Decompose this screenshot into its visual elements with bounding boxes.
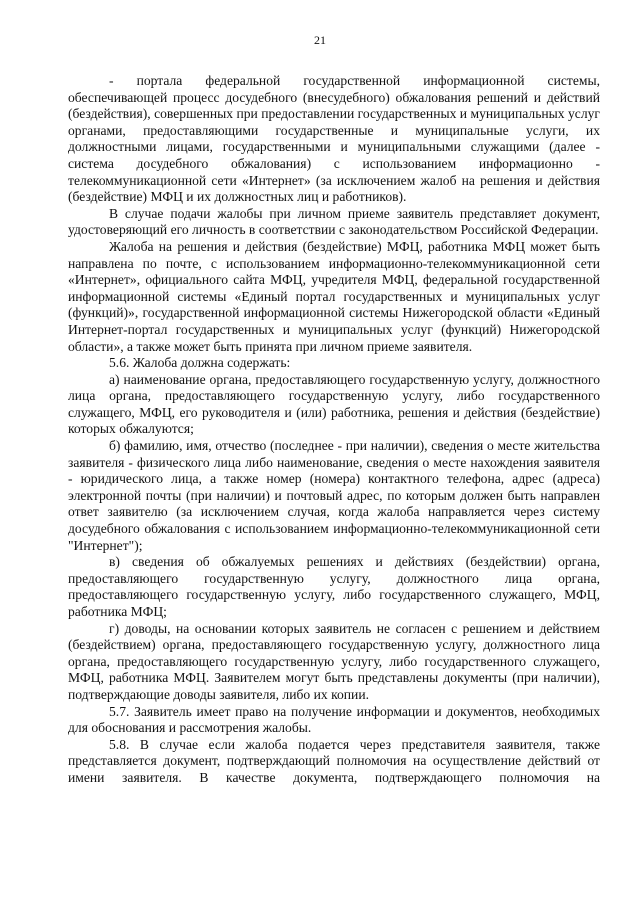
- paragraph-5-6-heading: 5.6. Жалоба должна содержать:: [109, 355, 291, 371]
- paragraph-item-g: г) доводы, на основании которых заявитель не согласен с решением и действием (бездействием) органа, предоставляющего государственную услугу, должностного лица органа, предоставляющего государственную услугу, либо государственного служащего, МФЦ, работника МФЦ. Заявителем могут быть представлены документы (при наличии), подтверждающие доводы заявителя, либо их копии.: [68, 620, 600, 702]
- paragraph-portal-bullet: - портала федеральной государственной информационной системы, обеспечивающей процесс досудебного (внесудебного) обжалования решений и действий (бездействия), совершенных при предоставлении государственных и муниципальных услуг органами, предоставляющими государственные и муниципальные услуги, их должностными лицами, государственными и муниципальными служащими (далее - система досудебного обжалования) с использованием информационно - телекоммуникационной сети «Интернет» (за исключением жалоб на решения и действия (бездействие) МФЦ и их должностных лиц и работников).: [68, 73, 600, 205]
- paragraph-5-8: 5.8. В случае если жалоба подается через представителя заявителя, также представляется документ, подтверждающий полномочия на осуществление действий от имени заявителя. В качестве документа, подтверждающего полномочия на: [68, 736, 600, 785]
- paragraph-5-7: 5.7. Заявитель имеет право на получение информации и документов, необходимых для обоснования и рассмотрения жалобы.: [68, 703, 600, 736]
- document-body: [68, 73, 600, 787]
- paragraph-personal-reception: В случае подачи жалобы при личном приеме заявитель представляет документ, удостоверяющий его личность в соответствии с законодательством Российской Федерации.: [68, 205, 600, 238]
- paragraph-item-b: б) фамилию, имя, отчество (последнее - при наличии), сведения о месте жительства заявителя - физического лица либо наименование, сведения о месте нахождения заявителя - юридического лица, а также номер (номера) контактного телефона, адрес (адреса) электронной почты (при наличии) и почтовый адрес, по которым должен быть направлен ответ заявителю (за исключением случая, когда жалоба направляется через систему досудебного обжалования с использованием информационно-телекоммуникационной сети "Интернет");: [68, 438, 600, 553]
- page-number: 21: [314, 33, 326, 47]
- paragraph-mfc-complaint: Жалоба на решения и действия (бездействие) МФЦ, работника МФЦ может быть направлена по почте, с использованием информационно-телекоммуникационной сети «Интернет», официального сайта МФЦ, учредителя МФЦ, федеральной государственной информационной системы «Единый портал государственных и муниципальных услуг (функций)», государственной информационной системы Нижегородской области «Единый Интернет-портал государственных и муниципальных услуг (функций) Нижегородской области», а также может быть принята при личном приеме заявителя.: [68, 238, 600, 354]
- paragraph-item-v: в) сведения об обжалуемых решениях и действиях (бездействии) органа, предоставляющего государственную услугу, должностного лица органа, предоставляющего государственную услугу, либо государственного служащего, МФЦ, работника МФЦ;: [68, 554, 600, 619]
- paragraph-item-a: а) наименование органа, предоставляющего государственную услугу, должностного лица органа, предоставляющего государственную услугу, либо государственного служащего, МФЦ, его руководителя и (или) работника, решения и действия (бездействие) которых обжалуются;: [68, 371, 600, 437]
